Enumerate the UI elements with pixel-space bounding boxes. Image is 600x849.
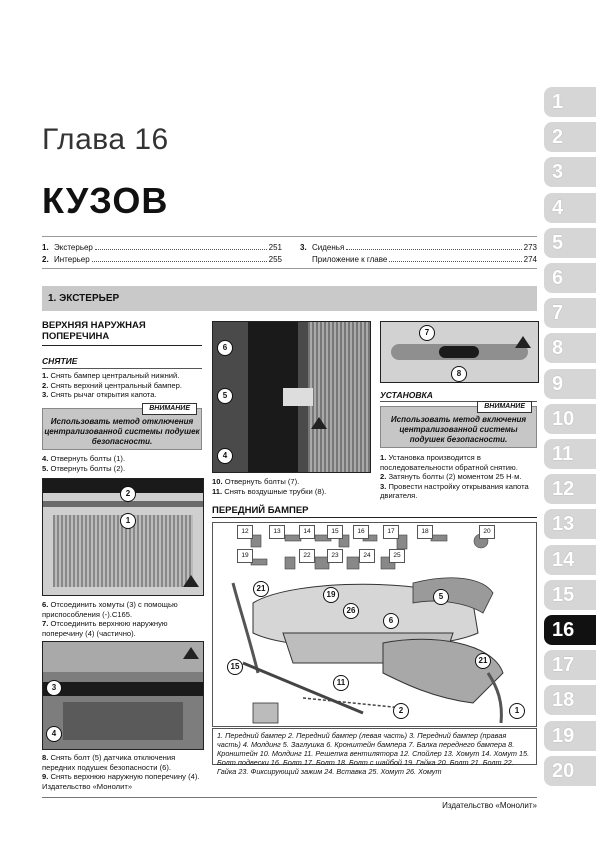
toc-top-rule <box>42 236 537 237</box>
callout-3: 3 <box>46 680 62 696</box>
steps-list-right <box>380 453 537 501</box>
callout-21: 21 <box>475 653 491 669</box>
list-item: 6. Отсоединить хомуты (3) с помощью приспособления (-).С165. <box>42 600 178 619</box>
list-item: 4. Отвернуть болты (1). <box>42 454 126 463</box>
install-heading: УСТАНОВКА <box>380 390 433 400</box>
list-item: 3. Снять рычаг открытия капота. <box>42 390 157 399</box>
callout-6: 6 <box>383 613 399 629</box>
callout-4: 4 <box>46 726 62 742</box>
air-duct-photo <box>380 321 539 383</box>
chapter-tab-14[interactable]: 14 <box>544 545 596 575</box>
toc-left <box>42 242 282 266</box>
part-label: 23 <box>327 549 343 563</box>
bumper-diagram-svg <box>213 523 538 728</box>
callout-11: 11 <box>333 675 349 691</box>
warning-text: Использовать метод включения централизованной системы подушек безопасности. <box>390 415 527 444</box>
footer-publisher: Издательство «Монолит» <box>442 801 537 810</box>
part-label: 13 <box>269 525 285 539</box>
publisher-logo <box>515 336 531 348</box>
chapter-tab-17[interactable]: 17 <box>544 650 596 680</box>
engine-bay-photo <box>42 641 204 750</box>
chapter-tab-13[interactable]: 13 <box>544 509 596 539</box>
list-item: 1. Снять бампер центральный нижний. <box>42 371 180 380</box>
toc-item[interactable]: 3. Сиденья 273 <box>300 243 537 252</box>
chapter-tab-20[interactable]: 20 <box>544 756 596 786</box>
removal-rule <box>42 368 202 369</box>
steps-list-a <box>42 371 204 400</box>
list-item: 9. Снять верхнюю наружную поперечину (4). Издательство «Монолит» <box>42 772 200 791</box>
warning-box <box>42 405 202 450</box>
list-item: 10. Отвернуть болты (7). <box>212 477 300 486</box>
part-label: 17 <box>383 525 399 539</box>
bumper-diagram <box>212 522 537 727</box>
subsection-heading: ВЕРХНЯЯ НАРУЖНАЯ ПОПЕРЕЧИНА <box>42 320 146 342</box>
callout-15: 15 <box>227 659 243 675</box>
list-item: 2. Снять верхний центральный бампер. <box>42 380 182 390</box>
steps-list-c <box>42 600 204 638</box>
callout-26: 26 <box>343 603 359 619</box>
chapter-tab-5[interactable]: 5 <box>544 228 596 258</box>
part-label: 18 <box>417 525 433 539</box>
chapter-title: КУЗОВ <box>42 180 169 221</box>
chapter-tab-9[interactable]: 9 <box>544 369 596 399</box>
callout-6: 6 <box>217 340 233 356</box>
callout-19: 19 <box>323 587 339 603</box>
callout-2: 2 <box>120 486 136 502</box>
part-label: 22 <box>299 549 315 563</box>
list-item: 8. Снять болт (5) датчика отключения передних подушек безопасности (6). <box>42 753 176 772</box>
steps-list-b <box>42 454 204 473</box>
chapter-tab-8[interactable]: 8 <box>544 333 596 363</box>
list-item: 3. Провести настройку открывания капота двигателя. <box>380 481 529 500</box>
steps-list-middle <box>212 477 372 496</box>
list-item: 2. Затянуть болты (2) моментом 25 Н·м. <box>380 472 522 481</box>
toc-item[interactable]: Приложение к главе 274 <box>312 255 537 264</box>
callout-1: 1 <box>509 703 525 719</box>
steps-list-d <box>42 753 204 791</box>
chapter-tab-4[interactable]: 4 <box>544 193 596 223</box>
list-item: 7. Отсоединить верхнюю наружную поперечину (4) (частично). <box>42 619 168 638</box>
radiator-photo <box>42 478 204 596</box>
chapter-tab-10[interactable]: 10 <box>544 404 596 434</box>
chapter-tab-2[interactable]: 2 <box>544 122 596 152</box>
footer-rule <box>42 797 537 798</box>
callout-4: 4 <box>217 448 233 464</box>
heading-rule <box>42 345 202 346</box>
warning-text: Использовать метод отключения централизованной системы подушек безопасности. <box>44 417 200 446</box>
chapter-tab-6[interactable]: 6 <box>544 263 596 293</box>
part-label: 24 <box>359 549 375 563</box>
callout-5: 5 <box>217 388 233 404</box>
warning-tag: ВНИМАНИЕ <box>142 403 197 415</box>
bumper-heading: ПЕРЕДНИЙ БАМПЕР <box>212 505 309 516</box>
bumper-rule <box>212 517 537 518</box>
list-item: 5. Отвернуть болты (2). <box>42 463 126 473</box>
chapter-tab-3[interactable]: 3 <box>544 157 596 187</box>
callout-2: 2 <box>393 703 409 719</box>
toc-item[interactable]: 2. Интерьер 255 <box>42 255 282 264</box>
chapter-tab-11[interactable]: 11 <box>544 439 596 469</box>
chapter-tab-1[interactable]: 1 <box>544 87 596 117</box>
chapter-number: Глава 16 <box>42 123 169 156</box>
warning-box <box>380 403 537 448</box>
part-label: 20 <box>479 525 495 539</box>
chapter-tab-18[interactable]: 18 <box>544 685 596 715</box>
chapter-tab-7[interactable]: 7 <box>544 298 596 328</box>
airbag-sensor-photo <box>212 321 371 473</box>
chapter-tab-16[interactable]: 16 <box>544 615 596 645</box>
callout-7: 7 <box>419 325 435 341</box>
toc-right <box>300 242 537 266</box>
section-banner: 1. ЭКСТЕРЬЕР <box>42 286 537 311</box>
part-label: 12 <box>237 525 253 539</box>
part-label: 14 <box>299 525 315 539</box>
toc-bottom-rule <box>42 268 537 269</box>
chapter-tab-19[interactable]: 19 <box>544 721 596 751</box>
callout-8: 8 <box>451 366 467 382</box>
part-label: 15 <box>327 525 343 539</box>
list-item: 11. Снять воздушные трубки (8). <box>212 486 327 496</box>
callout-5: 5 <box>433 589 449 605</box>
removal-heading: СНЯТИЕ <box>42 356 78 366</box>
list-item: 1. Установка производится в последовательности обратной снятию. <box>380 453 518 472</box>
callout-1: 1 <box>120 513 136 529</box>
chapter-tab-15[interactable]: 15 <box>544 580 596 610</box>
bumper-legend: 1. Передний бампер 2. Передний бампер (левая часть) 3. Передний бампер (правая часть) 4. Молдинг 5. Заглушка 6. Кронштейн бампера 7. Балка переднего бампера 8. Кронштейн 10. Молдинг 11. Решетка вентилятора 12. Спойлер 13. Хомут 14. Хомут 15. Болт подвески 16. Болт 17. Болт 18. Болт с шайбой 19. Гайка 20. Болт 21. Болт 22. Гайка 23. Фиксирующий зажим 24. Вставка 25. Хомут 26. Хомут <box>212 728 537 765</box>
warning-tag: ВНИМАНИЕ <box>477 401 532 413</box>
part-label: 25 <box>389 549 405 563</box>
toc-item[interactable]: 1. Экстерьер 251 <box>42 243 282 252</box>
part-label: 19 <box>237 549 253 563</box>
callout-21: 21 <box>253 581 269 597</box>
chapter-tab-12[interactable]: 12 <box>544 474 596 504</box>
part-label: 16 <box>353 525 369 539</box>
